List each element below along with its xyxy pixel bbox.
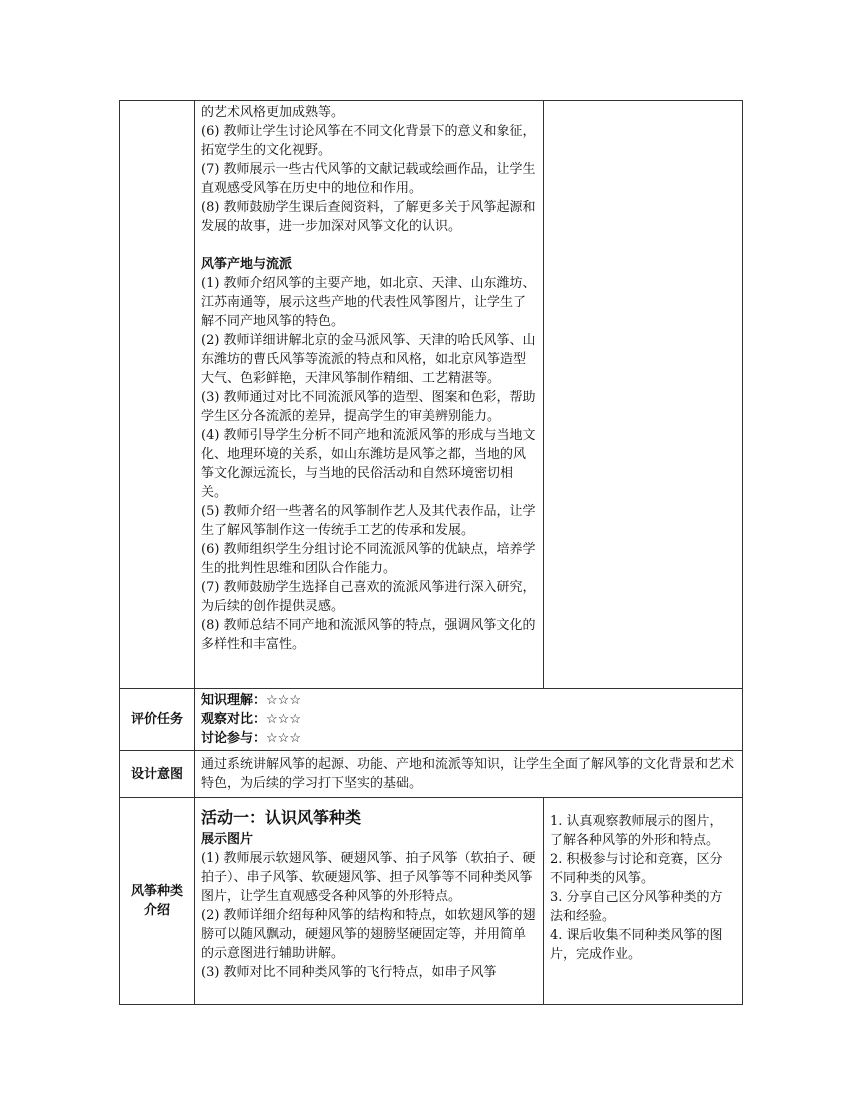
evaluation-key: 讨论参与：	[201, 731, 267, 746]
list-item: (1) 教师展示软翅风筝、硬翅风筝、拍子风筝（软拍子、硬拍子）、串子风筝、软硬翅风筝、担子风筝等不同种类风筝图片，让学生直观感受各种风筝的外形特点。	[201, 851, 536, 904]
activity-subheading: 展示图片	[201, 832, 254, 847]
evaluation-item	[201, 729, 736, 748]
intro-line: (8) 教师鼓励学生课后查阅资料，了解更多关于风筝起源和发展的故事，进一步加深对风筝文化的认识。	[201, 200, 536, 234]
content-cell	[195, 101, 544, 689]
list-item: (6) 教师组织学生分组讨论不同流派风筝的优缺点，培养学生的批判性思维和团队合作能力。	[201, 542, 536, 576]
list-item: (2) 教师详细讲解北京的金马派风筝、天津的哈氏风筝、山东潍坊的曹氏风筝等流派的特点和风格，如北京风筝造型大气、色彩鲜艳，天津风筝制作精细、工艺精湛等。	[201, 333, 536, 386]
design-intent-label: 设计意图	[120, 751, 195, 798]
activity-teacher-cell	[195, 798, 544, 1005]
activity-row	[120, 798, 743, 1005]
list-item: (3) 教师通过对比不同流派风筝的造型、图案和色彩，帮助学生区分各流派的差异，提高学生的审美辨别能力。	[201, 390, 536, 424]
star-rating: ☆☆☆	[266, 693, 301, 708]
evaluation-row	[120, 689, 743, 751]
activity-label	[120, 798, 195, 1005]
intro-line: (7) 教师展示一些古代风筝的文献记载或绘画作品，让学生直观感受风筝在历史中的地位和作用。	[201, 162, 536, 196]
activity-student-cell	[544, 798, 743, 1005]
activity-label-line: 风筝种类	[130, 884, 183, 899]
empty-label-cell	[120, 101, 195, 689]
list-item: (2) 教师详细介绍每种风筝的结构和特点，如软翅风筝的翅膀可以随风飘动，硬翅风筝的翅膀坚硬固定等，并用简单的示意图进行辅助讲解。	[201, 908, 536, 961]
lesson-plan-table	[119, 100, 743, 1005]
activity-title: 活动一：认识风筝种类	[201, 808, 362, 827]
evaluation-key: 观察对比：	[201, 712, 267, 727]
star-rating: ☆☆☆	[266, 731, 301, 746]
content-row	[120, 101, 743, 689]
evaluation-cell	[195, 689, 743, 751]
student-item: 2. 积极参与讨论和竞赛，区分不同种类的风筝。	[550, 852, 723, 886]
star-rating: ☆☆☆	[266, 712, 301, 727]
evaluation-key: 知识理解：	[201, 693, 267, 708]
student-item: 1. 认真观察教师展示的图片，了解各种风筝的外形和特点。	[550, 814, 723, 848]
list-item: (5) 教师介绍一些著名的风筝制作艺人及其代表作品，让学生了解风筝制作这一传统手工艺的传承和发展。	[201, 504, 536, 538]
list-item: (8) 教师总结不同产地和流派风筝的特点，强调风筝文化的多样性和丰富性。	[201, 618, 536, 652]
evaluation-item	[201, 691, 736, 710]
list-item: (4) 教师引导学生分析不同产地和流派风筝的形成与当地文化、地理环境的关系，如山东潍坊是风筝之都，当地的风筝文化源远流长，与当地的民俗活动和自然环境密切相关。	[201, 428, 536, 500]
design-intent-text: 通过系统讲解风筝的起源、功能、产地和流派等知识，让学生全面了解风筝的文化背景和艺术特色，为后续的学习打下坚实的基础。	[201, 757, 735, 791]
activity-label-line: 介绍	[143, 903, 170, 918]
empty-notes-cell	[544, 101, 743, 689]
student-item: 4. 课后收集不同种类风筝的图片，完成作业。	[550, 928, 723, 962]
list-item: (1) 教师介绍风筝的主要产地，如北京、天津、山东潍坊、江苏南通等，展示这些产地的代表性风筝图片，让学生了解不同产地风筝的特色。	[201, 276, 536, 329]
intro-line: 的艺术风格更加成熟等。	[201, 105, 345, 120]
design-intent-row	[120, 751, 743, 798]
design-intent-cell	[195, 751, 743, 798]
section-heading: 风筝产地与流派	[201, 257, 293, 272]
list-item: (7) 教师鼓励学生选择自己喜欢的流派风筝进行深入研究，为后续的创作提供灵感。	[201, 580, 536, 614]
list-item: (3) 教师对比不同种类风筝的飞行特点，如串子风筝	[201, 965, 497, 980]
intro-line: (6) 教师让学生讨论风筝在不同文化背景下的意义和象征，拓宽学生的文化视野。	[201, 124, 536, 158]
evaluation-item	[201, 710, 736, 729]
student-item: 3. 分享自己区分风筝种类的方法和经验。	[550, 890, 723, 924]
evaluation-label: 评价任务	[120, 689, 195, 751]
